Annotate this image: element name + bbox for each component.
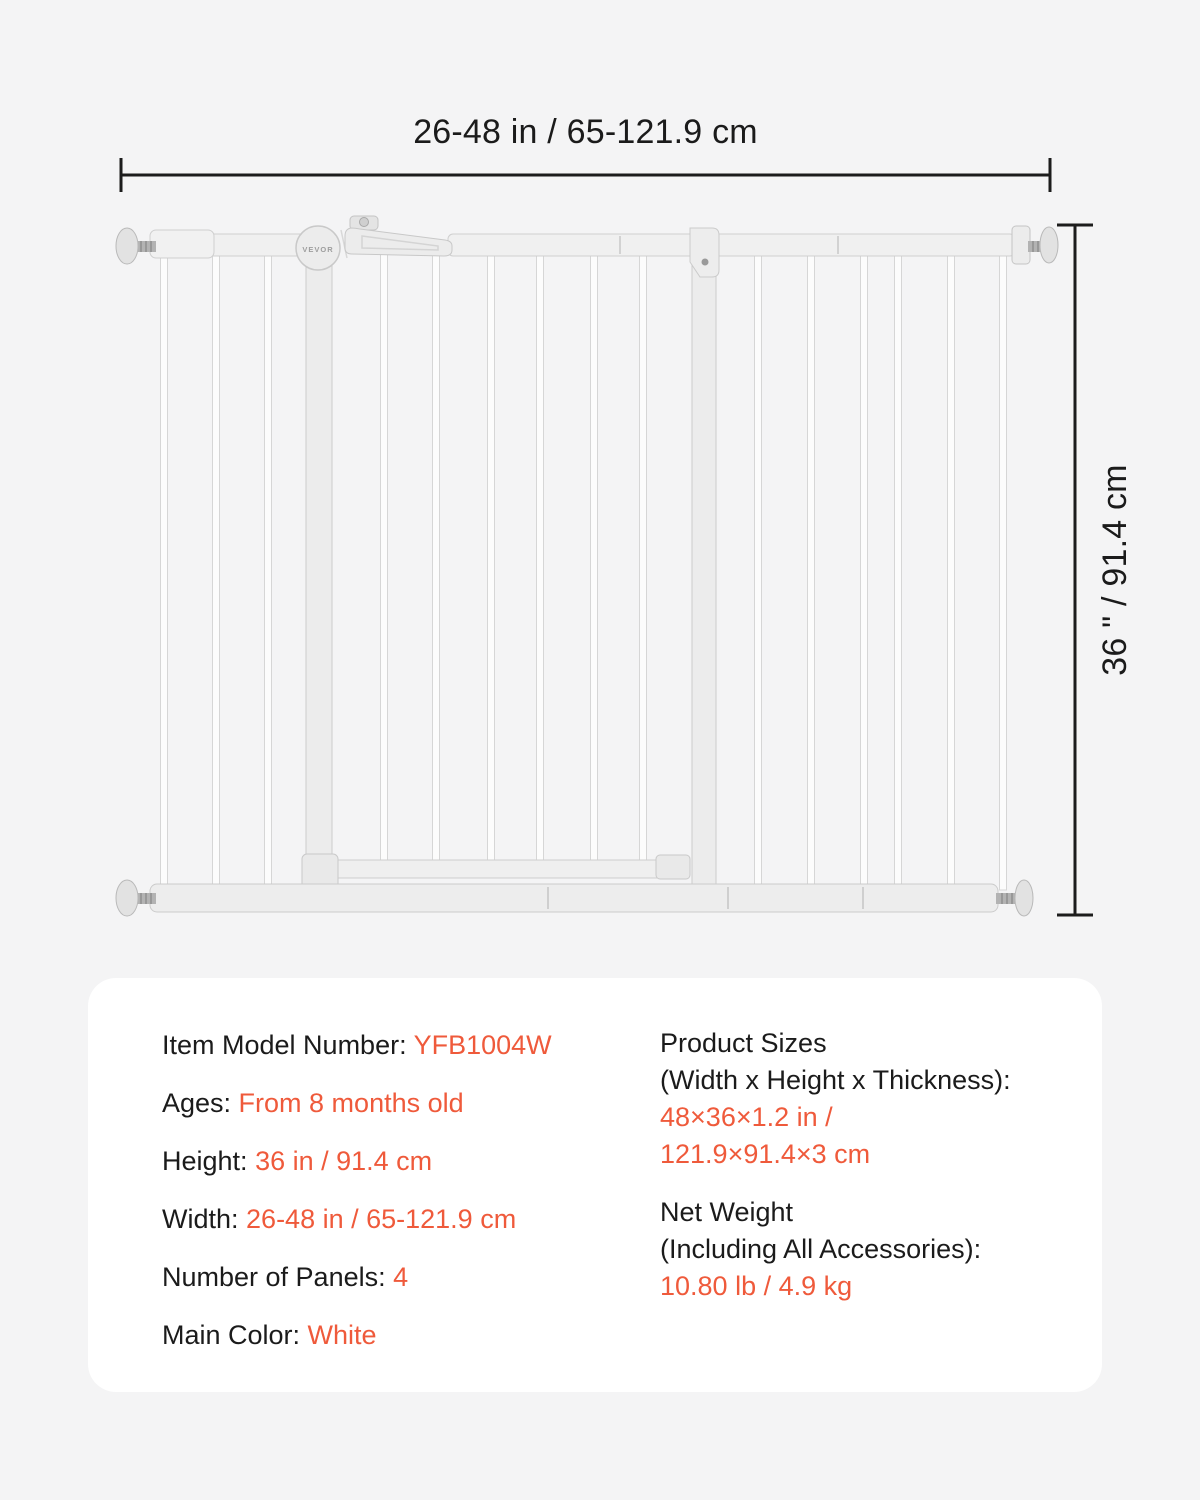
spec-value: 26-48 in / 65-121.9 cm xyxy=(246,1204,517,1234)
spec-value: 36 in / 91.4 cm xyxy=(255,1146,433,1176)
spec-row-color xyxy=(162,1320,552,1350)
spec-row-ages xyxy=(162,1088,552,1118)
spec-block-product-sizes xyxy=(660,1025,1100,1173)
spec-label: Main Color: xyxy=(162,1320,308,1350)
door-latch-post xyxy=(692,250,716,892)
spec-value: From 8 months old xyxy=(238,1088,464,1118)
spec-value: White xyxy=(307,1320,377,1350)
spec-label: Height: xyxy=(162,1146,256,1176)
spec-row-panels xyxy=(162,1262,552,1292)
gate-bottom-rail xyxy=(150,884,998,912)
width-dimension-line xyxy=(121,158,1050,192)
width-dimension-label: 26-48 in / 65-121.9 cm xyxy=(413,113,758,151)
spec-value: 121.9×91.4×3 cm xyxy=(660,1139,871,1169)
spec-panel xyxy=(88,978,1102,1392)
spec-row-height xyxy=(162,1146,552,1176)
spec-label: (Width x Height x Thickness): xyxy=(660,1065,1011,1095)
spec-row-width xyxy=(162,1204,552,1234)
height-dimension-line xyxy=(1057,225,1093,915)
gate-bars xyxy=(161,250,1007,890)
spec-label: (Including All Accessories): xyxy=(660,1234,982,1264)
spec-column-left xyxy=(162,1030,552,1378)
pressure-knob-top-right xyxy=(1028,227,1058,263)
spec-label: Width: xyxy=(162,1204,247,1234)
hinge-disc xyxy=(296,226,347,270)
spec-label: Net Weight xyxy=(660,1197,794,1227)
latch-handle xyxy=(345,216,452,256)
pressure-knob-top-left xyxy=(116,228,156,264)
spec-label: Product Sizes xyxy=(660,1028,827,1058)
pressure-knob-bottom-left xyxy=(116,880,156,916)
height-dimension-label: 36 " / 91.4 cm xyxy=(1096,464,1134,676)
spec-block-net-weight xyxy=(660,1194,1100,1305)
door-hinge-post xyxy=(306,250,332,892)
spec-label: Item Model Number: xyxy=(162,1030,414,1060)
spec-label: Number of Panels: xyxy=(162,1262,394,1292)
spec-value: 4 xyxy=(393,1262,409,1292)
spec-value: YFB1004W xyxy=(413,1030,552,1060)
spec-row-model xyxy=(162,1030,552,1060)
spec-label: Ages: xyxy=(162,1088,239,1118)
spec-value: 48×36×1.2 in / xyxy=(660,1102,833,1132)
spec-column-right xyxy=(660,1025,1100,1326)
brand-label: VEVOR xyxy=(302,245,334,254)
spec-value: 10.80 lb / 4.9 kg xyxy=(660,1271,853,1301)
